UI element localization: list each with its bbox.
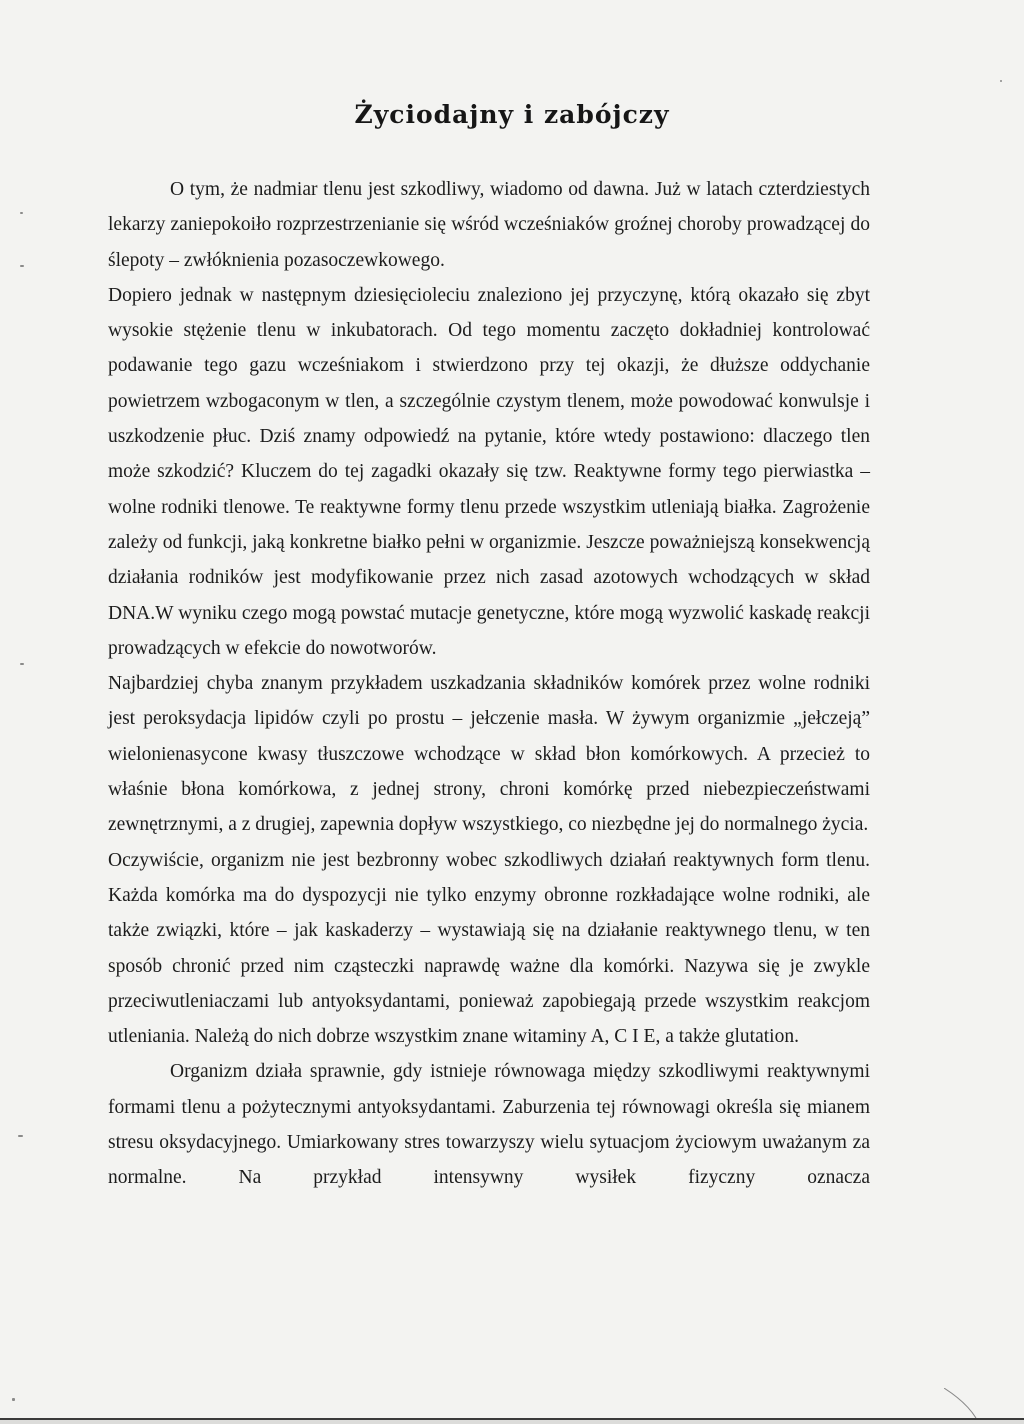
paragraph-3: Najbardziej chyba znanym przykładem uszkadzania składników komórek przez wolne rodniki jest peroksydacja lipidów czyli po prostu – jełczenie masła. W żywym organizmie „jełczeją” wielonienasycone kwasy tłuszczowe wchodzące w skład błon komórkowych. A przecież to właśnie błona komórkowa, z jednej strony, chroni komórkę przed niebezpieczeństwami zewnętrznymi, a z drugiej, zapewnia dopływ wszystkiego, co niezbędne jej do normalnego życia. — [108, 673, 870, 836]
scan-bottom-margin — [0, 1420, 1024, 1424]
paragraph-4: Oczywiście, organizm nie jest bezbronny wobec szkodliwych działań reaktywnych form tlenu. Każda komórka ma do dyspozycji nie tylko enzymy obronne rozkładające wolne rodniki, ale także związki, które – jak kaskaderzy – wystawiają się na działanie reaktywnego tlenu, w ten sposób chronić przed nim cząsteczki naprawdę ważne dla komórki. Nazywa się je zwykle przeciwutleniaczami lub antyoksydantami, ponieważ zapobiegają przede wszystkim reakcjom utleniania. Należą do nich dobrze wszystkim znane witaminy A, C I E, a także glutation. — [108, 849, 870, 1048]
page-curl-mark — [944, 1388, 984, 1418]
scan-speck — [20, 663, 24, 665]
document-body — [108, 172, 870, 1196]
scan-speck — [1000, 80, 1002, 82]
scan-speck — [20, 265, 24, 267]
scan-speck — [18, 1135, 23, 1137]
paragraph-1: O tym, że nadmiar tlenu jest szkodliwy, wiadomo od dawna. Już w latach czterdziestych lekarzy zaniepokoiło rozprzestrzenianie się wśród wcześniaków groźnej choroby prowadzącej do ślepoty – zwłóknienia pozasoczewkowego. — [108, 179, 870, 271]
paragraph-5: Organizm działa sprawnie, gdy istnieje równowaga między szkodliwymi reaktywnymi formami tlenu a pożytecznymi antyoksydantami. Zaburzenia tej równowagi określa się mianem stresu oksydacyjnego. Umiarkowany stres towarzyszy wielu sytuacjom życiowym uważanym za normalne. Na przykład intensywny wysiłek fizyczny oznacza — [108, 1061, 870, 1189]
paragraph-2: Dopiero jednak w następnym dziesięcioleciu znaleziono jej przyczynę, którą okazało się zbyt wysokie stężenie tlenu w inkubatorach. Od tego momentu zaczęto dokładniej kontrolować podawanie tego gazu wcześniakom i stwierdzono przy tej okazji, że dłuższe oddychanie powietrzem wzbogaconym w tlen, a szczególnie czystym tlenem, może powodować konwulsje i uszkodzenie płuc. Dziś znamy odpowiedź na pytanie, które wtedy postawiono: dlaczego tlen może szkodzić? Kluczem do tej zagadki okazały się tzw. Reaktywne formy tego pierwiastka – wolne rodniki tlenowe. Te reaktywne formy tlenu przede wszystkim utleniają białka. Zagrożenie zależy od funkcji, jaką konkretne białko pełni w organizmie. Jeszcze poważniejszą konsekwencją działania rodników jest modyfikowanie przez nich zasad azotowych wchodzących w skład DNA.W wyniku czego mogą powstać mutacje genetyczne, które mogą wyzwolić kaskadę reakcji prowadzących w efekcie do nowotworów. — [108, 284, 870, 659]
scan-speck — [20, 212, 23, 214]
document-title: Życiodajny i zabójczy — [354, 100, 670, 129]
scan-speck — [12, 1398, 15, 1401]
